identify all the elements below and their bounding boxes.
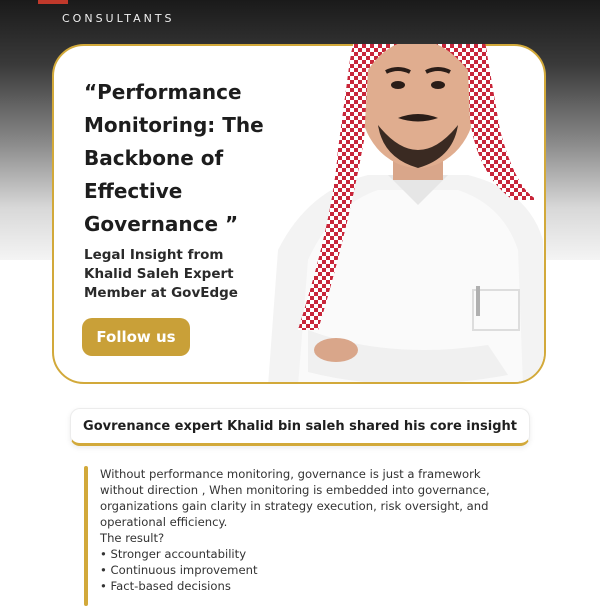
list-item: • Stronger accountability — [100, 546, 520, 562]
list-item: • Continuous improvement — [100, 562, 520, 578]
insight-banner: Govrenance expert Khalid bin saleh shared his core insight — [70, 408, 530, 446]
brand-name: CONSULTANTS — [62, 12, 175, 25]
hero-subtitle: Legal Insight from Khalid Saleh Expert Member at GovEdge — [84, 247, 238, 301]
result-label: The result? — [100, 531, 165, 545]
hero-title: “Performance Monitoring: The Backbone of Effective Governance ” — [84, 80, 264, 236]
quote-accent-bar — [84, 466, 88, 606]
brand-accent-bar — [38, 0, 68, 4]
insight-paragraph: Without performance monitoring, governance is just a framework without direction , When monitoring is embedded into governance, organizations gain clarity in strategy execution, risk oversight, and operational efficiency. — [100, 467, 490, 529]
insight-text — [100, 466, 520, 594]
result-list — [100, 546, 520, 594]
list-item: • Fact-based decisions — [100, 578, 520, 594]
follow-us-button[interactable]: Follow us — [82, 318, 190, 356]
insight-body — [70, 456, 538, 616]
